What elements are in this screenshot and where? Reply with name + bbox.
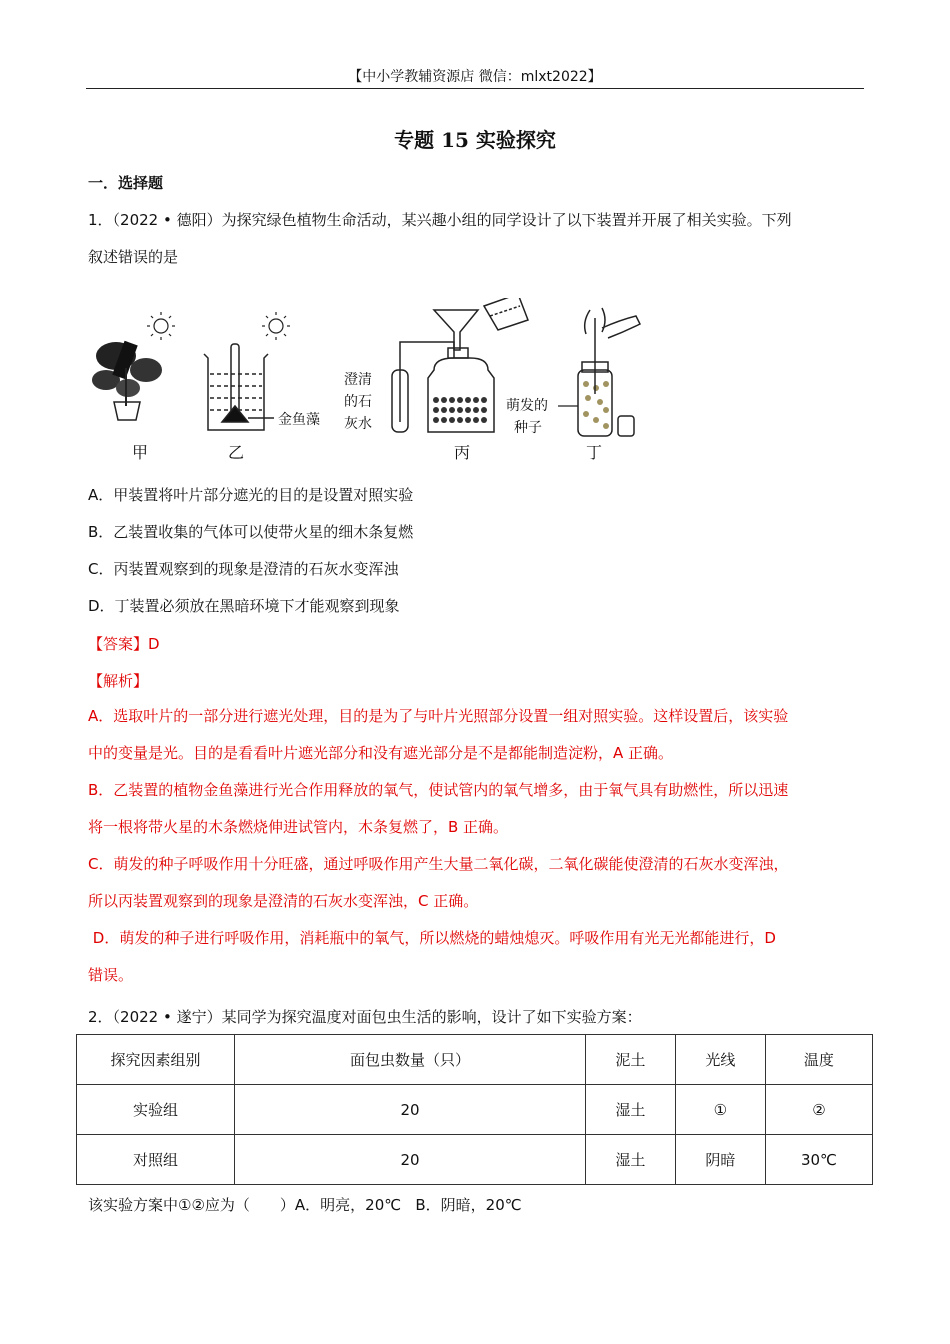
q1-stem-line1: 1．（2022 • 德阳）为探究绿色植物生命活动，某兴趣小组的同学设计了以下装置并开展了相关实验。下列	[88, 211, 792, 229]
analysis-a-line1: A．选取叶片的一部分进行遮光处理，目的是为了与叶片光照部分设置一组对照实验。这样设置后，该实验	[88, 707, 789, 725]
label-bing: 丙	[454, 443, 471, 462]
analysis-c-line1: C．萌发的种子呼吸作用十分旺盛，通过呼吸作用产生大量二氧化碳，二氧化碳能使澄清的石灰水变浑浊，	[88, 855, 789, 873]
q1-stem	[88, 202, 866, 276]
answer-label: 【答案】	[88, 635, 149, 653]
q1-option-c: C．丙装置观察到的现象是澄清的石灰水变浑浊	[88, 560, 399, 578]
q2-stem: 2．（2022 • 遂宁）某同学为探究温度对面包虫生活的影响，设计了如下实验方案：	[88, 1008, 642, 1026]
table-cell: 实验组	[77, 1085, 235, 1135]
q1-stem-line2: 叙述错误的是	[88, 248, 179, 266]
q1-answer	[88, 633, 160, 654]
label-mengfa-1: 萌发的	[506, 398, 548, 414]
table-header-row	[77, 1035, 873, 1085]
analysis-d-line1: D．萌发的种子进行呼吸作用，消耗瓶中的氧气，所以燃烧的蜡烛熄灭。呼吸作用有光无光都能进行，D	[88, 929, 776, 947]
table-header-cell: 温度	[765, 1035, 872, 1085]
page-title: 专题 15 实验探究	[394, 128, 556, 152]
seed-jar-icon	[578, 308, 640, 436]
table-cell: ①	[675, 1085, 765, 1135]
label-ding: 丁	[586, 443, 603, 462]
table-header-cell: 探究因素组别	[77, 1035, 235, 1085]
analysis-c-line2: 所以丙装置观察到的现象是澄清的石灰水变浑浊，C 正确。	[88, 892, 479, 910]
table-cell: 20	[235, 1085, 586, 1135]
experiment-figure	[88, 298, 648, 466]
sun-icon	[262, 312, 290, 340]
experiment-table	[76, 1034, 873, 1185]
table-cell: 对照组	[77, 1135, 235, 1185]
table-header-cell: 光线	[675, 1035, 765, 1085]
q1-analysis	[88, 698, 866, 994]
label-chengqing-1: 澄清	[344, 372, 372, 388]
table-cell: ②	[765, 1085, 872, 1135]
label-jinyuzao: 金鱼藻	[278, 412, 320, 428]
table-cell: 阴暗	[675, 1135, 765, 1185]
page-header: 【中小学教辅资源店 微信：mlxt2022】	[348, 69, 602, 85]
label-mengfa-2: 种子	[514, 420, 542, 436]
table-row	[77, 1085, 873, 1135]
beaker-icon	[204, 344, 274, 430]
table-cell: 30℃	[765, 1135, 872, 1185]
sun-icon	[147, 312, 175, 340]
q1-option-d: D．丁装置必须放在黑暗环境下才能观察到现象	[88, 597, 400, 615]
header-rule	[86, 88, 864, 89]
q1-option-b: B．乙装置收集的气体可以使带火星的细木条复燃	[88, 523, 414, 541]
label-chengqing-2: 的石	[344, 394, 372, 410]
analysis-d-line2: 错误。	[88, 966, 134, 984]
label-jia: 甲	[132, 443, 149, 462]
table-cell: 湿土	[585, 1085, 675, 1135]
q2-tail: 该实验方案中①②应为（ ）A．明亮，20℃ B．阴暗，20℃	[88, 1196, 522, 1214]
q1-option-a: A．甲装置将叶片部分遮光的目的是设置对照实验	[88, 486, 414, 504]
table-cell: 20	[235, 1135, 586, 1185]
table-header-cell: 面包虫数量（只）	[235, 1035, 586, 1085]
analysis-b-line1: B．乙装置的植物金鱼藻进行光合作用释放的氧气，使试管内的氧气增多，由于氧气具有助燃性，所以迅速	[88, 781, 789, 799]
analysis-label: 【解析】	[88, 672, 149, 690]
analysis-a-line2: 中的变量是光。目的是看看叶片遮光部分和没有遮光部分是不是都能制造淀粉，A 正确。	[88, 744, 674, 762]
label-yi: 乙	[228, 443, 245, 462]
table-header-cell: 泥土	[585, 1035, 675, 1085]
section-heading: 一．选择题	[88, 174, 164, 192]
table-cell: 湿土	[585, 1135, 675, 1185]
label-chengqing-3: 灰水	[344, 416, 372, 432]
analysis-b-line2: 将一根将带火星的木条燃烧伸进试管内，木条复燃了，B 正确。	[88, 818, 509, 836]
table-row	[77, 1135, 873, 1185]
potted-plant-icon	[92, 341, 162, 420]
answer-value: D	[148, 635, 160, 653]
